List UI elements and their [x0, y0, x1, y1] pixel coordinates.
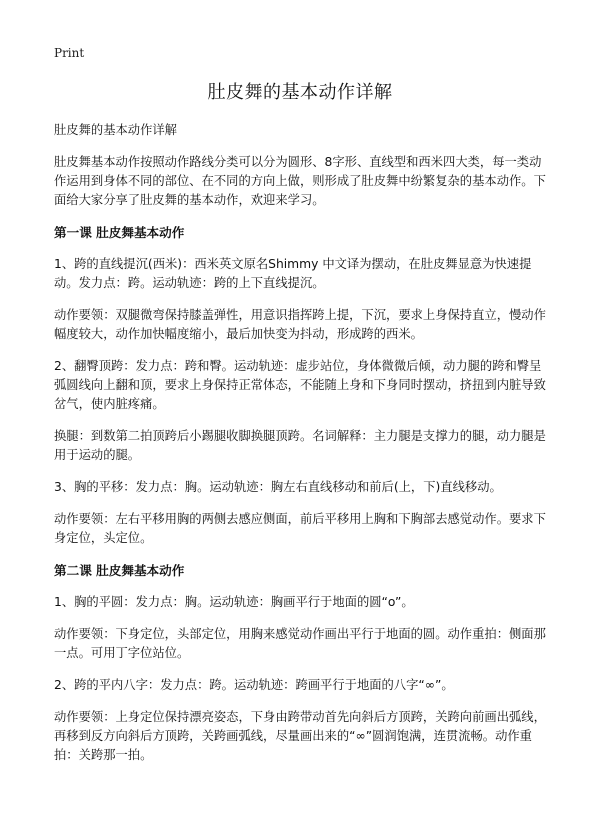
lesson2-paragraph-1: 1、胸的平圆：发力点：胸。运动轨迹：胸画平行于地面的圆“o”。 [54, 595, 414, 609]
article-body [54, 121, 546, 778]
print-link[interactable]: Print [54, 46, 85, 60]
lesson2-paragraph-2: 动作要领：下身定位，头部定位，用胸来感觉动作画出平行于地面的圆。动作重拍：侧面那一点。可用丁字位站位。 [54, 627, 546, 660]
lesson2-heading: 第二课 肚皮舞基本动作 [54, 563, 185, 578]
lesson1-paragraph-1: 1、跨的直线提沉(西米)：西米英文原名Shimmy 中文译为摆动，在肚皮舞显意为快速提动。发力点：跨。运动轨迹：跨的上下直线提沉。 [54, 257, 532, 290]
lesson2-paragraph-3: 2、跨的平内八字：发力点：跨。运动轨迹：跨画平行于地面的八字“∞”。 [54, 678, 454, 692]
intro-paragraph: 肚皮舞基本动作按照动作路线分类可以分为圆形、8字形、直线型和西米四大类，每一类动作运用到身体不同的部位、在不同的方向上做，则形成了肚皮舞中纷繁复杂的基本动作。下面给大家分享了肚皮舞的基本动作，欢迎来学习。 [54, 155, 546, 207]
lesson1-paragraph-2: 动作要领：双腿微弯保持膝盖弹性，用意识指挥跨上提，下沉，要求上身保持直立，慢动作幅度较大，动作加快幅度缩小，最后加快变为抖动，形成跨的西米。 [54, 308, 546, 341]
lesson1-paragraph-3: 2、翻臀顶跨：发力点：跨和臀。运动轨迹：虚步站位，身体微微后倾，动力腿的跨和臀呈弧圆线向上翻和顶，要求上身保持正常体态，不能随上身和下身同时摆动，挤扭到内脏导致岔气，使内脏疼痛。 [54, 359, 546, 411]
lesson1-paragraph-6: 动作要领：左右平移用胸的两侧去感应侧面，前后平移用上胸和下胸部去感觉动作。要求下身定位，头定位。 [54, 512, 546, 545]
lesson1-paragraph-4: 换腿：到数第二拍顶跨后小踢腿收脚换腿顶跨。名词解释：主力腿是支撑力的腿，动力腿是用于运动的腿。 [54, 429, 546, 462]
lesson1-heading: 第一课 肚皮舞基本动作 [54, 225, 185, 240]
article-subtitle: 肚皮舞的基本动作详解 [54, 123, 177, 137]
page-title: 肚皮舞的基本动作详解 [207, 82, 393, 103]
lesson1-paragraph-5: 3、胸的平移：发力点：胸。运动轨迹：胸左右直线移动和前后(上，下)直线移动。 [54, 480, 502, 494]
lesson2-paragraph-4: 动作要领：上身定位保持漂亮姿态，下身由跨带动首先向斜后方顶跨，关跨向前画出弧线，再移到反方向斜后方顶跨，关跨画弧线，尽量画出来的“∞”圆润饱满，连贯流畅。动作重拍：关跨那一拍。 [54, 710, 546, 762]
